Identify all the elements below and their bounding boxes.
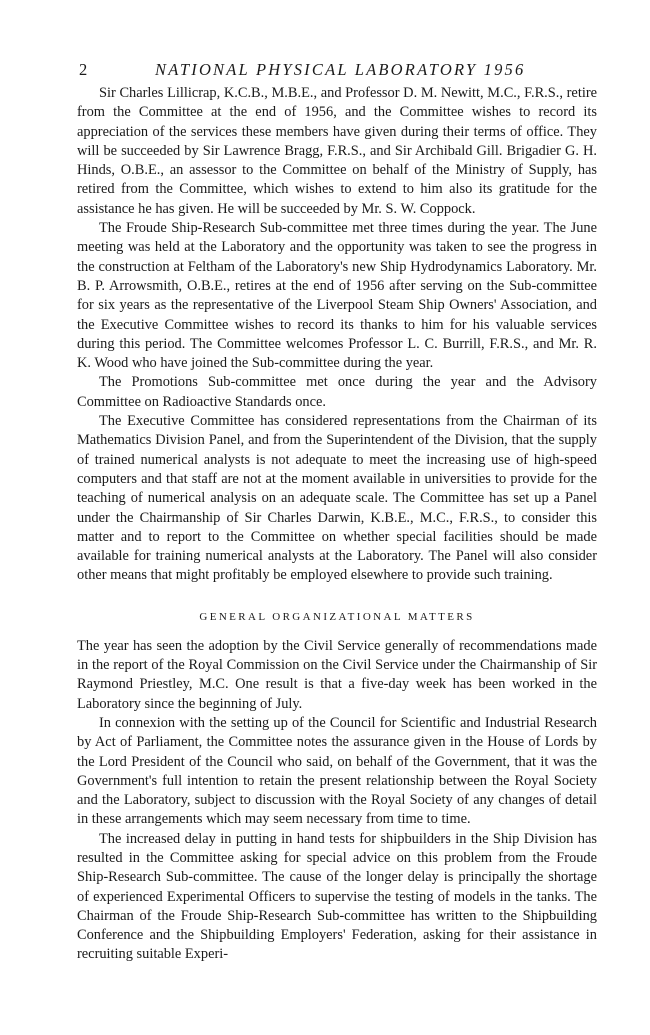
document-page: [77, 58, 597, 965]
page-number: 2: [79, 60, 88, 79]
paragraph-froude-subcommittee: The Froude Ship-Research Sub-committee met three times during the year. The June meeting was held at the Laboratory and the opportunity was taken to see the progress in the construction at Feltham of the Laboratory's new Ship Hydrodynamics Laboratory. Mr. B. P. Arrowsmith, O.B.E., retires at the end of 1956 after serving on the Sub-committee for six years as the representative of the Liverpool Steam Ship Owners' Association, and the Executive Committee wishes to record its thanks to him for his valuable services during this period. The Committee welcomes Professor L. C. Burrill, F.R.S., and Mr. R. K. Wood who have joined the Sub-committee during the year.: [77, 220, 597, 372]
body-text-top: [77, 84, 597, 586]
paragraph-csir-council: In connexion with the setting up of the Council for Scientific and Industrial Research by Act of Parliament, the Committee notes the assurance given in the House of Lords by the Lord President of the Council who said, on behalf of the Government, that it was the Government's full intention to retain the present relationship between the Royal Society and the Laboratory, subject to discussion with the Royal Society of any changes of detail in these arrangements which may seem necessary from time to time.: [77, 714, 597, 828]
paragraph-promotions-subcommittee: The Promotions Sub-committee met once during the year and the Advisory Committee on Radioactive Standards once.: [77, 374, 597, 410]
header-title: NATIONAL PHYSICAL LABORATORY 1956: [155, 60, 526, 79]
body-text-bottom: [77, 637, 597, 965]
paragraph-numerical-analysts: The Executive Committee has considered representations from the Chairman of its Mathematics Division Panel, and from the Superintendent of the Division, that the supply of trained numerical analysts is not adequate to meet the increasing use of high-speed computers and that staff are not at the moment available in universities to provide for the teaching of numerical analysis on an adequate scale. The Committee has set up a Panel under the Chairmanship of Sir Charles Darwin, K.B.E., M.C., F.R.S., to consider this matter and to report to the Committee on whether special facilities should be made available for training numerical analysts at the Laboratory. The Panel will also consider other means that might profitably be employed elsewhere to provide such training.: [77, 413, 597, 584]
paragraph-ship-division-delay: The increased delay in putting in hand tests for shipbuilders in the Ship Division has resulted in the Committee asking for special advice on this problem from the Froude Ship-Research Sub-committee. The cause of the longer delay is principally the shortage of experienced Experimental Officers to supervise the testing of models in the tanks. The Chairman of the Froude Ship-Research Sub-committee has written to the Shipbuilding Conference and the Shipbuilding Employers' Federation, asking for their assistance in recruiting suitable Experi-: [77, 830, 597, 963]
section-heading: GENERAL ORGANIZATIONAL MATTERS: [199, 610, 475, 623]
running-header: [77, 58, 597, 84]
paragraph-civil-service: The year has seen the adoption by the Civil Service generally of recommendations made in the report of the Royal Commission on the Civil Service under the Chairmanship of Sir Raymond Priestley, M.C. One result is that a five-day week has been worked in the Laboratory since the beginning of July.: [77, 637, 597, 712]
paragraph-committee-retirements: Sir Charles Lillicrap, K.C.B., M.B.E., and Professor D. M. Newitt, M.C., F.R.S., retire from the Committee at the end of 1956, and the Committee wishes to record its appreciation of the services these members have given during their terms of office. They will be succeeded by Sir Lawrence Bragg, F.R.S., and Sir Archibald Gill. Brigadier G. H. Hinds, O.B.E., an assessor to the Committee on behalf of the Ministry of Supply, has retired from the Committee, which wishes to extend to him also its gratitude for the assistance he has given. He will be succeeded by Mr. S. W. Coppock.: [77, 85, 597, 217]
